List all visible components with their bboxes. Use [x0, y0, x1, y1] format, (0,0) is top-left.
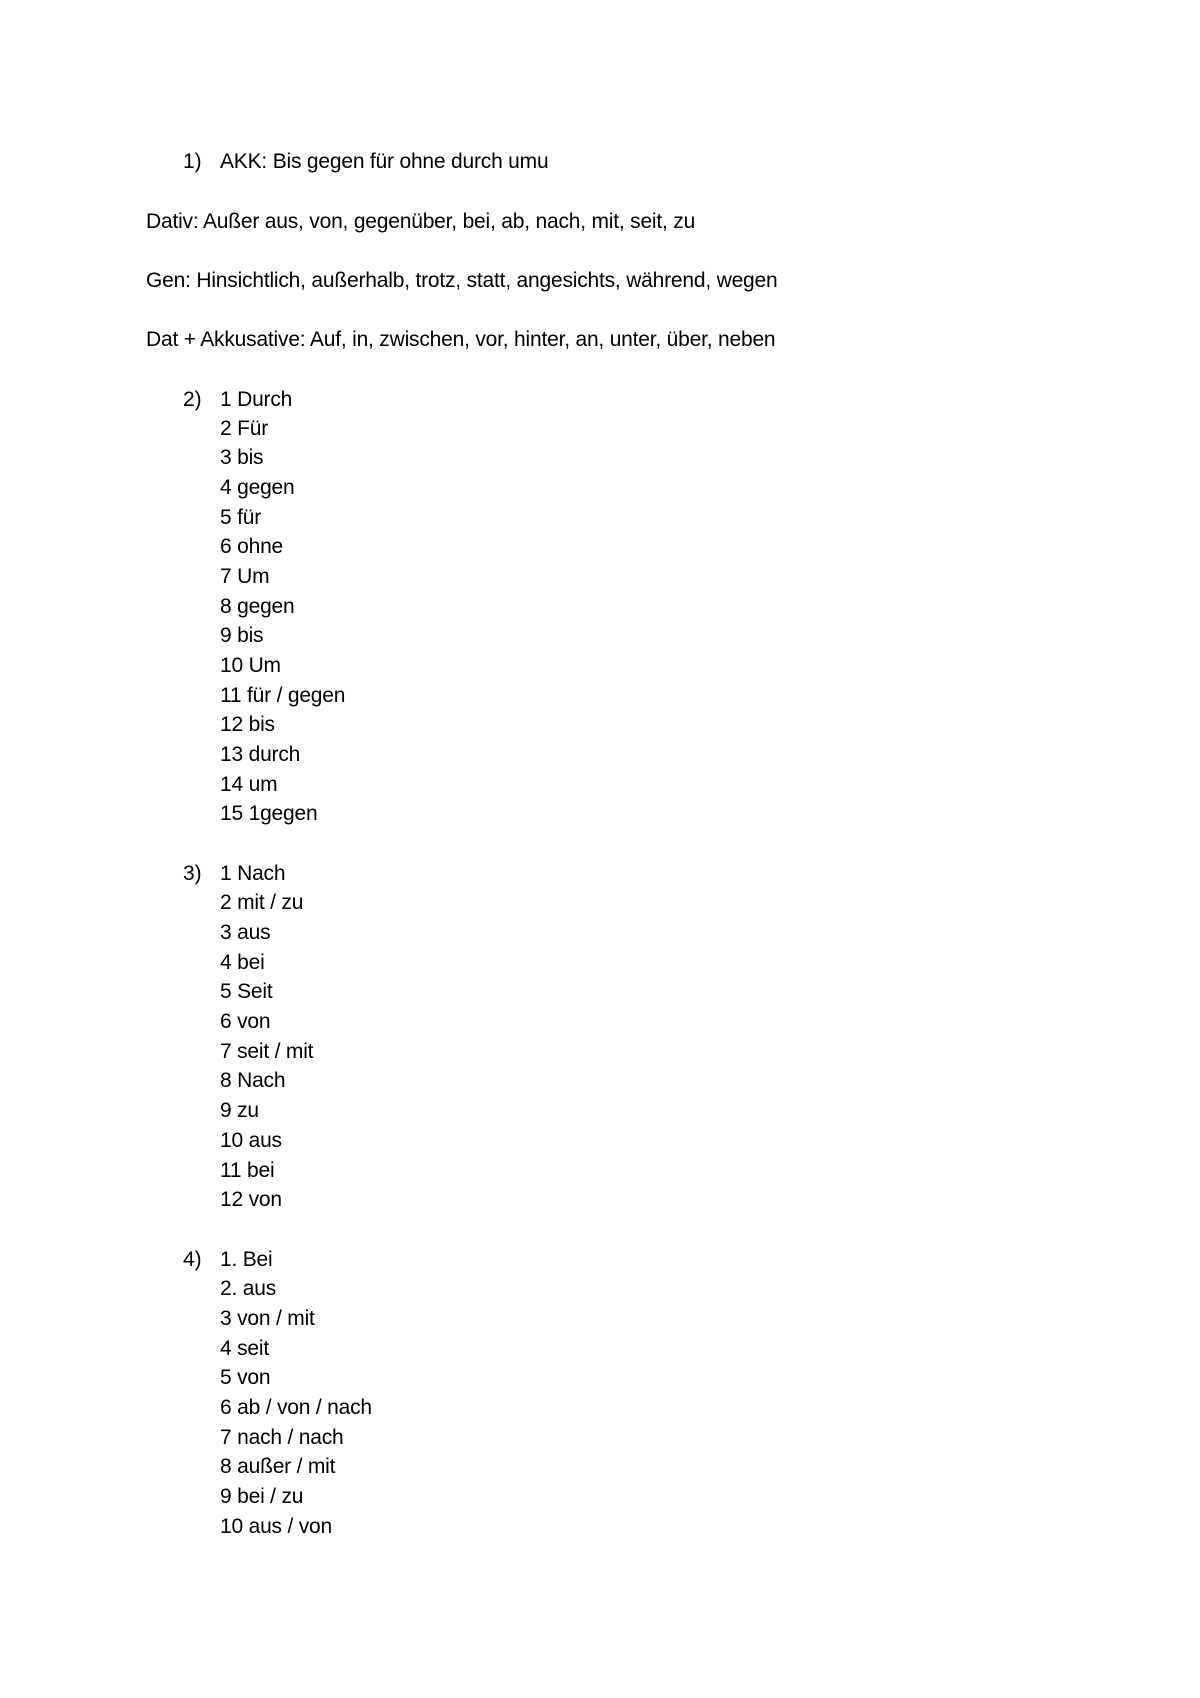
list-item: 1. Bei [220, 1248, 273, 1271]
list-item: 6 ohne [220, 535, 284, 558]
list-item: 4 bei [220, 951, 265, 974]
list-item: 4 gegen [220, 476, 295, 499]
list-item: 1 Durch [220, 388, 293, 411]
list-item: 10 aus / von [220, 1515, 333, 1538]
section-3-number: 3) [183, 862, 202, 885]
section-4-number: 4) [183, 1248, 202, 1271]
list-item: 3 von / mit [220, 1307, 315, 1330]
list-item: 2. aus [220, 1277, 277, 1300]
dativ-line: Dativ: Außer aus, von, gegenüber, bei, ab, nach, mit, seit, zu [146, 210, 696, 233]
list-item: 11 bei [220, 1159, 275, 1182]
list-item: 12 von [220, 1188, 282, 1211]
list-item: 10 Um [220, 654, 281, 677]
list-item: 12 bis [220, 713, 275, 736]
list-item: 9 zu [220, 1099, 259, 1122]
list-item: 8 außer / mit [220, 1455, 336, 1478]
list-item: 7 nach / nach [220, 1426, 344, 1449]
list-item: 14 um [220, 773, 278, 796]
list-item: 6 ab / von / nach [220, 1396, 372, 1419]
section-1-number: 1) [183, 150, 202, 173]
list-item: 4 seit [220, 1337, 269, 1360]
gen-line: Gen: Hinsichtlich, außerhalb, trotz, statt, angesichts, während, wegen [146, 269, 778, 292]
list-item: 7 Um [220, 565, 270, 588]
list-item: 11 für / gegen [220, 684, 346, 707]
list-item: 8 Nach [220, 1069, 286, 1092]
list-item: 3 bis [220, 446, 264, 469]
list-item: 1 Nach [220, 862, 286, 885]
list-item: 5 Seit [220, 980, 273, 1003]
list-item: 5 von [220, 1366, 271, 1389]
list-item: 10 aus [220, 1129, 282, 1152]
dat-akk-line: Dat + Akkusative: Auf, in, zwischen, vor, hinter, an, unter, über, neben [146, 328, 776, 351]
section-2-number: 2) [183, 388, 202, 411]
list-item: 6 von [220, 1010, 271, 1033]
list-item: 15 1gegen [220, 802, 318, 825]
list-item: 9 bis [220, 624, 264, 647]
list-item: 13 durch [220, 743, 301, 766]
section-1-akk-line: AKK: Bis gegen für ohne durch umu [220, 150, 549, 173]
list-item: 2 mit / zu [220, 891, 304, 914]
list-item: 3 aus [220, 921, 271, 944]
list-item: 7 seit / mit [220, 1040, 314, 1063]
list-item: 5 für [220, 506, 262, 529]
list-item: 9 bei / zu [220, 1485, 304, 1508]
list-item: 8 gegen [220, 595, 295, 618]
list-item: 2 Für [220, 417, 269, 440]
